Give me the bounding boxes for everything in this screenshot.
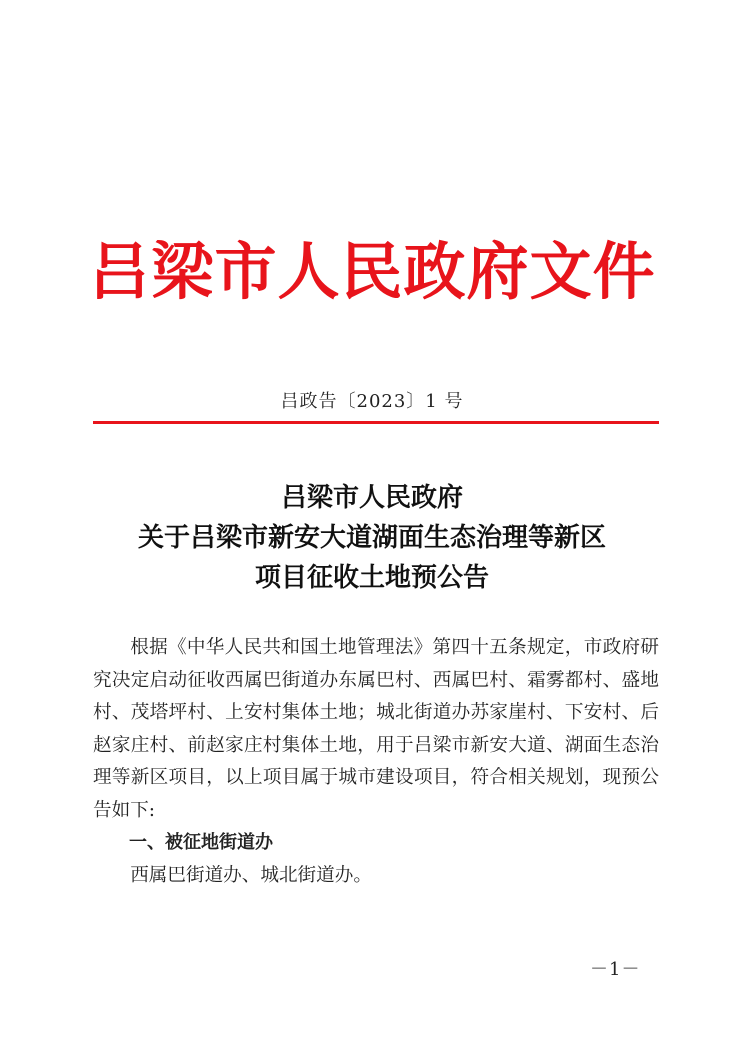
- title-line-3: 项目征收土地预公告: [254, 563, 489, 593]
- document-body: [93, 632, 659, 892]
- section-1-text: 西属巴街道办、城北街道办。: [130, 864, 372, 886]
- title-line-2: 关于吕梁市新安大道湖面生态治理等新区: [137, 523, 606, 553]
- document-number: 吕政告〔2023〕1 号: [280, 391, 464, 412]
- title-line-1: 吕梁市人民政府: [280, 483, 463, 513]
- section-1-heading: 一、被征地街道办: [129, 832, 273, 853]
- document-issuer-header: 吕梁市人民政府文件: [88, 235, 656, 308]
- body-paragraph-1: 根据《中华人民共和国土地管理法》第四十五条规定，市政府研究决定启动征收西属巴街道办东属巴村、西属巴村、霜雾都村、盛地村、茂塔坪村、上安村集体土地；城北街道办苏家崖村、下安村、后赵家庄村、前赵家庄村集体土地，用于吕梁市新安大道、湖面生态治理等新区项目，以上项目属于城市建设项目，符合相关规划，现预公告如下:: [93, 637, 659, 821]
- red-separator-line: [93, 421, 659, 424]
- page-number: －1－: [590, 959, 641, 980]
- document-title: [0, 478, 744, 598]
